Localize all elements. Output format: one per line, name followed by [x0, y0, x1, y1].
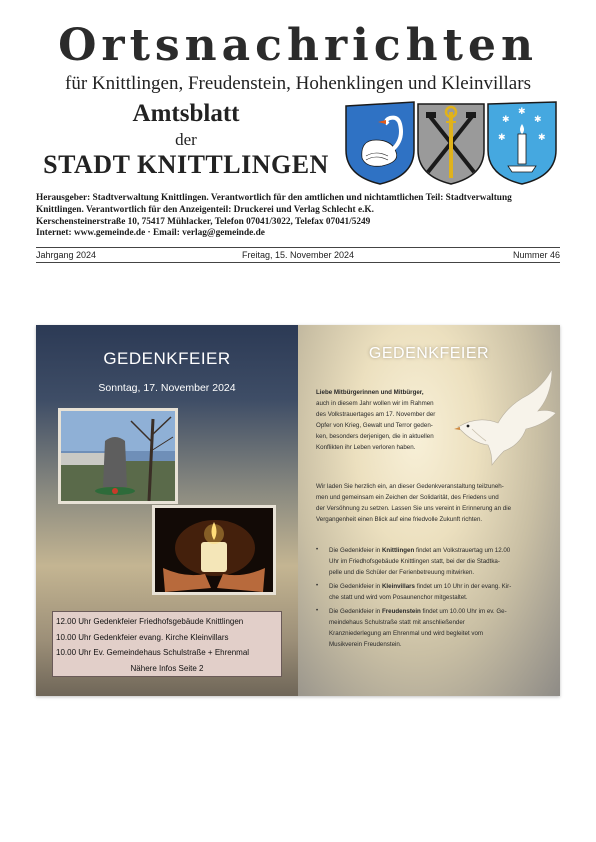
- list-item: [316, 581, 556, 603]
- imprint: [36, 193, 566, 240]
- coats-of-arms: [342, 100, 562, 186]
- invite-line: men und gemeinsam ein Zeichen der Solidarität, des Friedens und: [316, 494, 499, 501]
- bullet-place: Freudenstein: [381, 608, 421, 615]
- intro-line: auch in diesem Jahr wollen wir im Rahmen: [316, 400, 434, 407]
- intro-line: Opfer von Krieg, Gewalt und Terror geden-: [316, 422, 433, 429]
- event-bullet-list: [316, 545, 556, 653]
- imprint-line: Knittlingen. Verantwortlich für den Anzeigenteil: Druckerei und Verlag Schlecht e.K.: [36, 204, 374, 215]
- intro-line: des Volkstrauertages am 17. November der: [316, 411, 436, 418]
- list-item: [316, 545, 556, 578]
- crossed-keys-crest-icon: [418, 104, 484, 184]
- masthead-subtitle: für Knittlingen, Freudenstein, Hohenklingen und Kleinvillars: [65, 73, 531, 94]
- poster-right-panel: [298, 325, 560, 696]
- der-label: der: [175, 130, 197, 149]
- issue-year: Jahrgang 2024: [36, 250, 97, 260]
- intro-line: ken, besonders derjenigen, die in aktuellen: [316, 433, 434, 440]
- invite-line: Wir laden Sie herzlich ein, an dieser Gedenkveranstaltung teilzuneh-: [316, 483, 504, 490]
- candle-crest-icon: [488, 102, 556, 184]
- intro-line: Konflikten ihr Leben verloren haben.: [316, 444, 416, 451]
- event-times-box: [52, 611, 282, 677]
- svg-text:✱: ✱: [502, 115, 510, 125]
- bullet-line: Kranzniederlegung am Ehrenmal und wird begleitet vom: [329, 630, 484, 637]
- bullet-line: pelle und die Schüler der Ferienbetreuung mitwirken.: [329, 569, 475, 576]
- event-time-line: 10.00 Uhr Gedenkfeier evang. Kirche Kleinvillars: [56, 632, 229, 642]
- issue-number: Nummer 46: [512, 250, 560, 260]
- svg-text:✱: ✱: [518, 107, 526, 117]
- imprint-line: Internet: www.gemeinde.de · Email: verlag@gemeinde.de: [36, 228, 265, 239]
- invite-line: der Versöhnung zu setzen. Lassen Sie uns vereint in Erinnerung an die: [316, 505, 512, 512]
- poster-event-date: Sonntag, 17. November 2024: [98, 382, 236, 394]
- poster-right-title: GEDENKFEIER: [368, 345, 490, 362]
- svg-text:✱: ✱: [534, 115, 542, 125]
- swan-crest-icon: [346, 102, 414, 184]
- amtsblatt-label: Amtsblatt: [132, 100, 240, 127]
- town-name: STADT KNITTLINGEN: [43, 150, 329, 179]
- svg-text:✱: ✱: [538, 133, 546, 143]
- bullet-line: che statt und wird vom Posaunenchor mitgestaltet.: [329, 594, 468, 601]
- dove-icon: [448, 365, 560, 477]
- masthead-title: Ortsnachrichten: [58, 20, 538, 71]
- bullet-line: Musikverein Freudenstein.: [329, 641, 402, 648]
- bullet-text: Die Gedenkfeier in: [329, 583, 382, 590]
- imprint-line: Herausgeber: Stadtverwaltung Knittlingen. Verantwortlich für den amtlichen und nichtamtlichen Teil: Stadtverwaltung: [36, 193, 512, 203]
- list-item: [316, 606, 556, 650]
- invite-line: Vergangenheit einen Blick auf eine friedvolle Zukunft richten.: [316, 516, 483, 523]
- bullet-place: Knittlingen: [381, 547, 415, 554]
- bullet-line: Uhr im Friedhofsgebäude Knittlingen statt, bei der die Stadtka-: [329, 558, 500, 565]
- bullet-text: Die Gedenkfeier in: [329, 608, 382, 615]
- bullet-text: Die Gedenkfeier in: [329, 547, 382, 554]
- bullet-text: findet um 10.00 Uhr im ev. Ge-: [420, 608, 507, 615]
- candle-in-hands-photo-icon: [152, 505, 276, 595]
- bullet-text: findet um 10 Uhr in der evang. Kir-: [415, 583, 512, 590]
- poster-left-title: GEDENKFEIER: [103, 349, 231, 368]
- imprint-line: Kerschensteinerstraße 10, 75417 Mühlacker, Telefon 07041/3022, Telefax 07041/5249: [36, 216, 371, 227]
- bullet-line: meindehaus Schulstraße statt mit anschließender: [329, 619, 465, 626]
- bullet-text: findet am Volkstrauertag um 12.00: [414, 547, 511, 554]
- svg-text:✱: ✱: [498, 133, 506, 143]
- event-time-line: 10.00 Uhr Ev. Gemeindehaus Schulstraße + Ehrenmal: [56, 648, 250, 657]
- more-info-note: Nähere Infos Seite 2: [130, 663, 204, 673]
- invitation-block: [316, 481, 511, 525]
- greeting-line: Liebe Mitbürgerinnen und Mitbürger,: [316, 389, 424, 396]
- issue-bar: [36, 247, 560, 263]
- gedenkfeier-poster: [36, 325, 560, 696]
- issue-date: Freitag, 15. November 2024: [241, 250, 355, 260]
- poster-left-panel: [36, 325, 298, 696]
- event-time-line: 12.00 Uhr Gedenkfeier Friedhofsgebäude Knittlingen: [56, 617, 244, 626]
- memorial-stone-photo-icon: [58, 408, 178, 504]
- bullet-place: Kleinvillars: [381, 583, 415, 590]
- greeting-block: [316, 387, 435, 453]
